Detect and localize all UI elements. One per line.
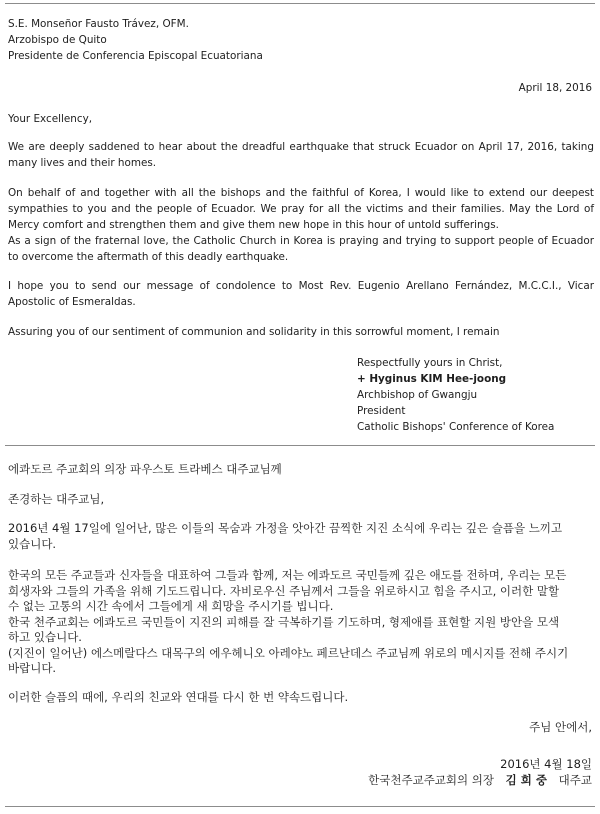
english-date: April 18, 2016 xyxy=(518,82,592,94)
korean-paragraph: 이러한 슬픔의 때에, 우리의 친교와 연대를 다시 한 번 약속드립니다. xyxy=(8,690,349,704)
korean-signer-prefix: 한국천주교주교회의 의장 xyxy=(368,773,495,787)
top-divider xyxy=(5,3,595,4)
english-paragraph xyxy=(8,278,594,310)
addressee-line: Presidente de Conferencia Episcopal Ecuatoriana xyxy=(8,50,263,62)
addressee-line: Arzobispo de Quito xyxy=(8,34,107,46)
paragraph-text: We are deeply saddened to hear about the dreadful earthquake that struck Ecuador on April 17, 2016, taking many lives and their homes. xyxy=(8,141,594,169)
korean-line: (지진이 일어난) 에스메랄다스 대목구의 에우헤니오 아레야노 페르난데스 주교님께 위로의 메시지를 전해 주시기 xyxy=(8,645,569,660)
english-signature-block xyxy=(357,355,554,435)
signer-title: Catholic Bishops' Conference of Korea xyxy=(357,421,555,433)
paragraph-text: Assuring you of our sentiment of communion and solidarity in this sorrowful moment, I remain xyxy=(8,326,500,338)
korean-line: 있습니다. xyxy=(8,536,57,551)
english-paragraph xyxy=(8,324,594,340)
korean-line: 수 없는 고통의 시간 속에서 그들에게 새 희망을 주시기를 빕니다. xyxy=(8,599,334,613)
korean-closing: 주님 안에서, xyxy=(529,720,592,734)
english-addressee xyxy=(8,16,594,64)
korean-line: 한국 천주교회는 에콰도르 국민들이 지진의 피해를 잘 극복하기를 기도하며, 형제애를 표현할 지원 방안을 모색 xyxy=(8,614,560,629)
signer-title: President xyxy=(357,405,406,417)
korean-date: 2016년 4월 18일 xyxy=(500,757,592,771)
korean-signature xyxy=(368,773,592,789)
english-salutation: Your Excellency, xyxy=(8,113,93,125)
bottom-divider xyxy=(5,806,595,807)
middle-divider xyxy=(5,445,595,446)
korean-paragraph xyxy=(8,568,594,677)
english-paragraph xyxy=(8,139,594,171)
paragraph-text: I hope you to send our message of condolence to Most Rev. Eugenio Arellano Fernández, M.C.C.I., Vicar Apostolic of Esmeraldas. xyxy=(8,280,594,308)
korean-addressee: 에콰도르 주교회의 의장 파우스토 트라베스 대주교님께 xyxy=(8,462,282,476)
korean-line: 바랍니다. xyxy=(8,661,57,675)
addressee-line: S.E. Monseñor Fausto Trávez, OFM. xyxy=(8,18,189,30)
korean-paragraph xyxy=(8,521,594,552)
paragraph-text: On behalf of and together with all the bishops and the faithful of Korea, I would like to extend our deepest sympathies to you and the people of Ecuador. We pray for all the victims and their families. May the Lord of Mercy comfort and strengthen them and give them new hope in this hour of untold sufferings. xyxy=(8,187,594,231)
signer-title: Archbishop of Gwangju xyxy=(357,389,478,401)
korean-line: 희생자와 그들의 가족을 위해 기도드립니다. 자비로우신 주님께서 그들을 위로하시고 힘을 주시고, 이러한 말할 xyxy=(8,583,560,598)
english-paragraph xyxy=(8,185,594,265)
closing-text: Respectfully yours in Christ, xyxy=(357,357,503,369)
korean-signer-name: 김 희 중 xyxy=(505,773,548,787)
paragraph-text: As a sign of the fraternal love, the Catholic Church in Korea is praying and trying to support people of Ecuador to overcome the aftermath of this deadly earthquake. xyxy=(8,235,594,263)
korean-line: 한국의 모든 주교들과 신자들을 대표하여 그들과 함께, 저는 에콰도르 국민들께 깊은 애도를 전하며, 우리는 모든 xyxy=(8,568,567,582)
korean-salutation: 존경하는 대주교님, xyxy=(8,492,105,506)
korean-signer-title: 대주교 xyxy=(558,773,592,787)
signer-name: + Hyginus KIM Hee-joong xyxy=(357,373,507,385)
korean-line: 2016년 4월 17일에 일어난, 많은 이들의 목숨과 가정을 앗아간 끔찍한 지진 소식에 우리는 깊은 슬픔을 느끼고 xyxy=(8,521,563,535)
korean-line: 하고 있습니다. xyxy=(8,630,82,644)
